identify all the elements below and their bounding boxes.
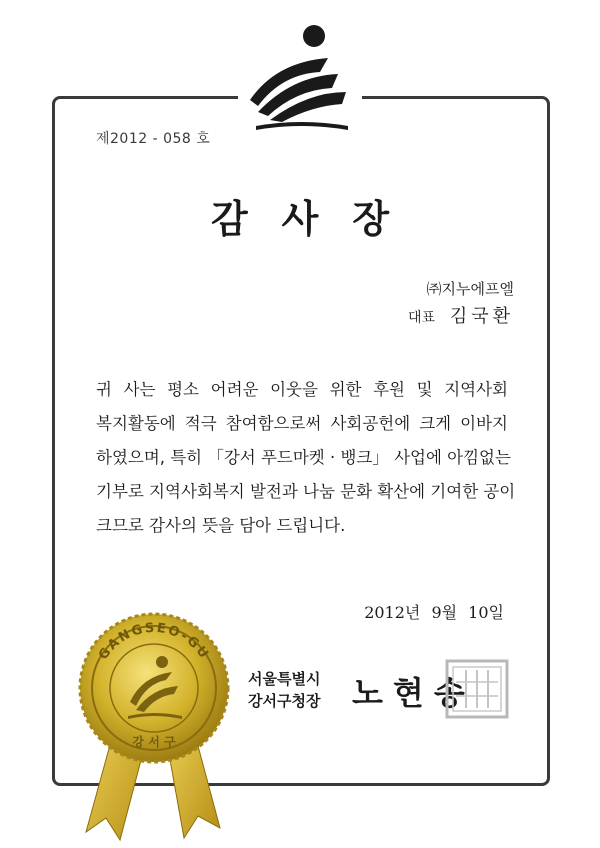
issuer-organization	[248, 668, 320, 712]
recipient-company: ㈜지누에프엘	[426, 280, 514, 298]
representative-name: 김국환	[449, 306, 514, 327]
seal-text-bottom: 강 서 구	[132, 735, 176, 749]
issue-date: 2012년 9월 10일	[364, 603, 504, 622]
seal-text-top: GANGSEO-GU	[95, 620, 213, 663]
representative-label: 대표	[407, 310, 436, 326]
gold-seal-icon	[66, 606, 242, 846]
official-stamp-icon	[444, 658, 510, 720]
issuer-org-line: 서울특별시	[248, 670, 321, 688]
issuer-title-line: 강서구청장	[248, 692, 321, 710]
document-number: 제2012 - 058 호	[96, 131, 211, 147]
gangseo-emblem-icon	[236, 22, 366, 134]
body-text-line: 하였으며, 특히 「강서 푸드마켓 · 뱅크」 사업에 아낌없는	[96, 448, 511, 467]
body-text-line: 복지활동에 적극 참여함으로써 사회공헌에 크게 이바지	[96, 414, 508, 433]
body-text-line: 기부로 지역사회복지 발전과 나눔 문화 확산에 기여한 공이	[96, 482, 516, 501]
certificate-title: 감사장	[210, 197, 424, 241]
body-text-line: 크므로 감사의 뜻을 담아 드립니다.	[96, 516, 346, 535]
recipient-representative	[408, 302, 514, 328]
body-text-line: 귀 사는 평소 어려운 이웃을 위한 후원 및 지역사회	[96, 380, 508, 399]
issuer-name: 노현송	[352, 674, 475, 712]
